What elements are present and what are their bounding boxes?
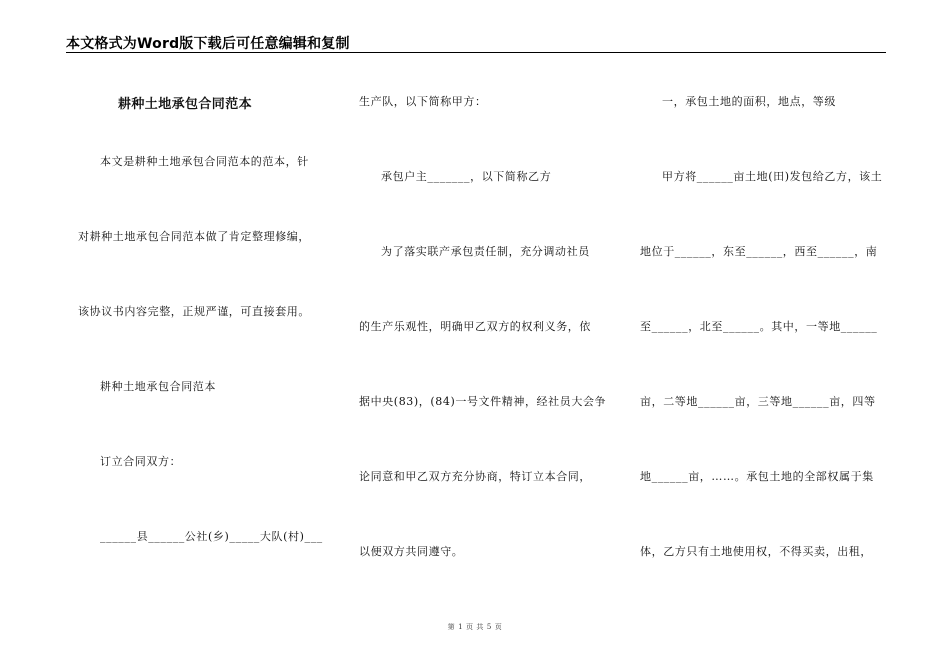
text-line: 该协议书内容完整，正规严谨，可直接套用。 — [78, 305, 310, 318]
header-divider — [66, 52, 886, 53]
text-line: 甲方将______亩土地(田)发包给乙方，该土 — [662, 170, 883, 183]
text-line: 地______亩，……。承包土地的全部权属于集 — [640, 470, 874, 483]
text-line: ______县______公社(乡)_____大队(村)___ — [100, 530, 323, 543]
text-line: 体，乙方只有土地使用权，不得买卖，出租， — [640, 545, 872, 558]
page-number-footer: 第 1 页 共 5 页 — [447, 623, 503, 631]
contract-title: 耕种土地承包合同范本 — [118, 97, 253, 112]
text-line: 为了落实联产承包责任制，充分调动社员 — [381, 245, 590, 258]
text-line: 生产队，以下简称甲方： — [359, 95, 487, 108]
document-header-title: 本文格式为Word版下载后可任意编辑和复制 — [66, 36, 350, 52]
text-line: 以便双方共同遵守。 — [359, 545, 464, 558]
text-line: 地位于______，东至______，西至______，南 — [640, 245, 878, 258]
text-line: 对耕种土地承包合同范本做了肯定整理修编， — [78, 230, 310, 243]
section-heading: 一，承包土地的面积，地点，等级 — [662, 95, 836, 108]
text-line: 亩，二等地______亩，三等地______亩，四等 — [640, 395, 876, 408]
text-line: 承包户主_______，以下简称乙方 — [381, 170, 552, 183]
text-line: 据中央(83)，(84)一号文件精神，经社员大会争 — [359, 395, 607, 408]
text-line: 的生产乐观性，明确甲乙双方的权利义务，依 — [359, 320, 591, 333]
text-line: 订立合同双方： — [100, 455, 182, 468]
text-line: 本文是耕种土地承包合同范本的范本，针 — [100, 155, 309, 168]
text-line: 论同意和甲乙双方充分协商，特订立本合同， — [359, 470, 591, 483]
text-line: 耕种土地承包合同范本 — [100, 380, 216, 393]
text-line: 至______，北至______。其中，一等地______ — [640, 320, 878, 333]
